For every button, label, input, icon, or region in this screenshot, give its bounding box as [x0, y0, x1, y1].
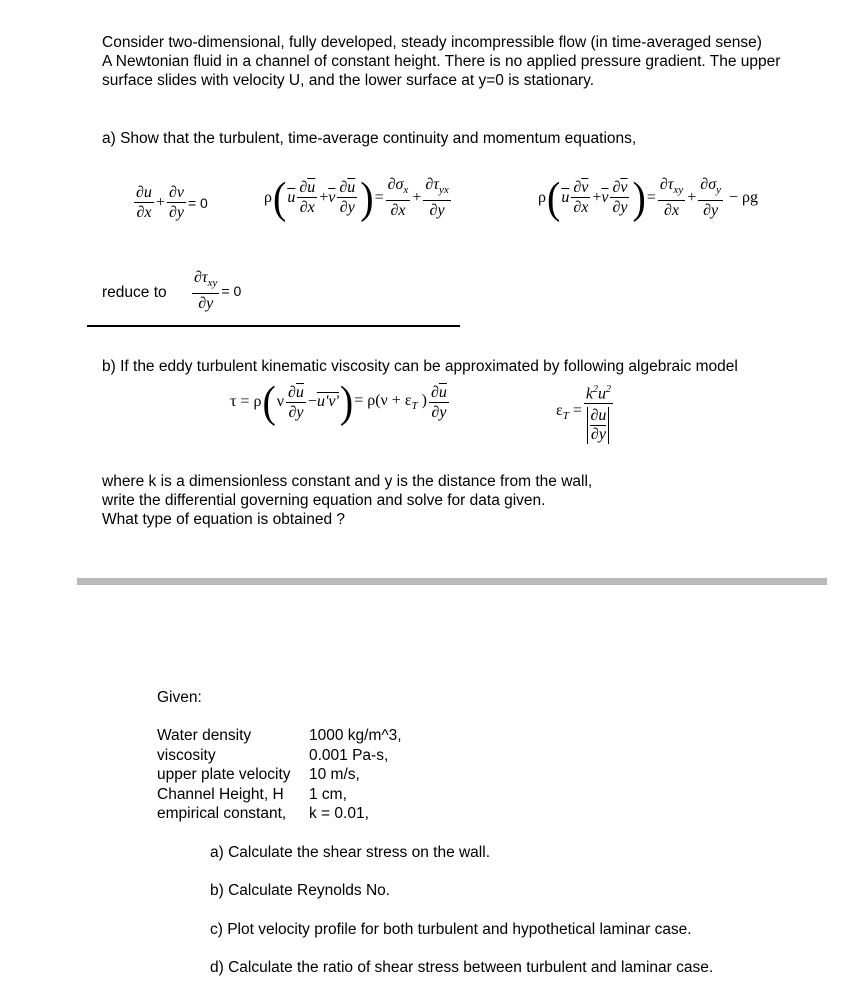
part-a-prompt: a) Show that the turbulent, time-average continuity and momentum equations,	[102, 130, 637, 147]
intro-paragraph	[102, 33, 780, 90]
reduce-to-label: reduce to	[102, 284, 167, 301]
reduced-equation: $\frac{\partial\tau_{xy}}{\partial y}$ = 0	[194, 269, 242, 313]
given-value: 1000 kg/m^3,	[309, 727, 402, 744]
continuity-equation: $\frac{\partial u}{\partial x}$ + $\frac{\partial v}{\partial y}$ = 0	[136, 184, 208, 221]
frac-dv-dy: $\frac{\partial v}{\partial y}$	[168, 184, 184, 221]
part-b-desc-2: write the differential governing equation and solve for data given.	[102, 492, 546, 509]
part-a-divider	[87, 325, 460, 327]
question-c: c) Plot velocity profile for both turbulent and hypothetical laminar case.	[210, 921, 692, 938]
part-b-description	[102, 472, 592, 529]
given-table	[157, 726, 406, 824]
reduced-rhs: = 0	[221, 282, 242, 299]
given-row	[157, 785, 406, 805]
y-momentum-equation: ρ ( $\overline{u}$ $\frac{\partial\overline{v}}{\partial x}$ + $\overline{v}$ $\frac{\partial\overline{v}}{\partial y}$ ) = $\frac{\partial\tau_{xy}}{\partial x}$ + $\frac{\partial\sigma_y}{\partial y}$ − ρg	[538, 172, 758, 222]
given-heading: Given:	[157, 689, 202, 706]
eddy-viscosity-equation: $\varepsilon_T$ = $\frac{k^2u^2}{\frac{\partial u}{\partial y}}$	[556, 380, 615, 444]
given-label: empirical constant,	[157, 805, 287, 822]
part-b-desc-3: What type of equation is obtained ?	[102, 511, 345, 528]
part-b-desc-1: where k is a dimensionless constant and y is the distance from the wall,	[102, 473, 593, 490]
given-label: viscosity	[157, 746, 216, 764]
given-value: k = 0.01,	[309, 805, 369, 822]
given-value: 1 cm,	[309, 785, 347, 803]
intro-line-3: surface slides with velocity U, and the lower surface at y=0 is stationary.	[102, 72, 595, 89]
given-row	[157, 726, 406, 746]
given-row	[157, 746, 406, 766]
given-label: Water density	[157, 727, 252, 744]
shear-stress-equation: τ = ρ ( ν $\frac{\partial\overline{u}}{\partial y}$ − u'v' ) = $\rho(\nu + \varepsilon_T$ ) $\frac{\partial\overline{u}}{\partial y}$	[230, 376, 447, 427]
question-a: a) Calculate the shear stress on the wall.	[210, 844, 490, 861]
part-b-prompt: b) If the eddy turbulent kinematic viscosity can be approximated by following algebraic model	[102, 358, 738, 375]
frac-du-dx: $\frac{\partial u}{\partial x}$	[136, 184, 152, 221]
given-label: upper plate velocity	[157, 766, 291, 783]
intro-line-1: Consider two-dimensional, fully developed, steady incompressible flow (in time-averaged sense)	[102, 34, 762, 51]
given-row	[157, 765, 406, 785]
given-row	[157, 804, 406, 824]
intro-line-2: A Newtonian fluid in a channel of constant height. There is no applied pressure gradient. The upper	[102, 53, 781, 70]
continuity-rhs: = 0	[187, 194, 208, 211]
question-d: d) Calculate the ratio of shear stress between turbulent and laminar case.	[210, 959, 714, 976]
given-value: 10 m/s,	[309, 766, 360, 783]
given-label: Channel Height, H	[157, 785, 284, 803]
x-momentum-equation: ρ ( $\overline{u}$ $\frac{\partial\overline{u}}{\partial x}$ + $\overline{v}$ $\frac{\partial\overline{u}}{\partial y}$ ) = $\frac{\partial\sigma_x}{\partial x}$ + $\frac{\partial\tau_{yx}}{\partial y}$	[264, 172, 449, 222]
gravity-term: − ρg	[728, 188, 758, 206]
question-b: b) Calculate Reynolds No.	[210, 882, 391, 899]
given-value: 0.001 Pa-s,	[309, 746, 389, 764]
section-separator	[77, 578, 827, 585]
